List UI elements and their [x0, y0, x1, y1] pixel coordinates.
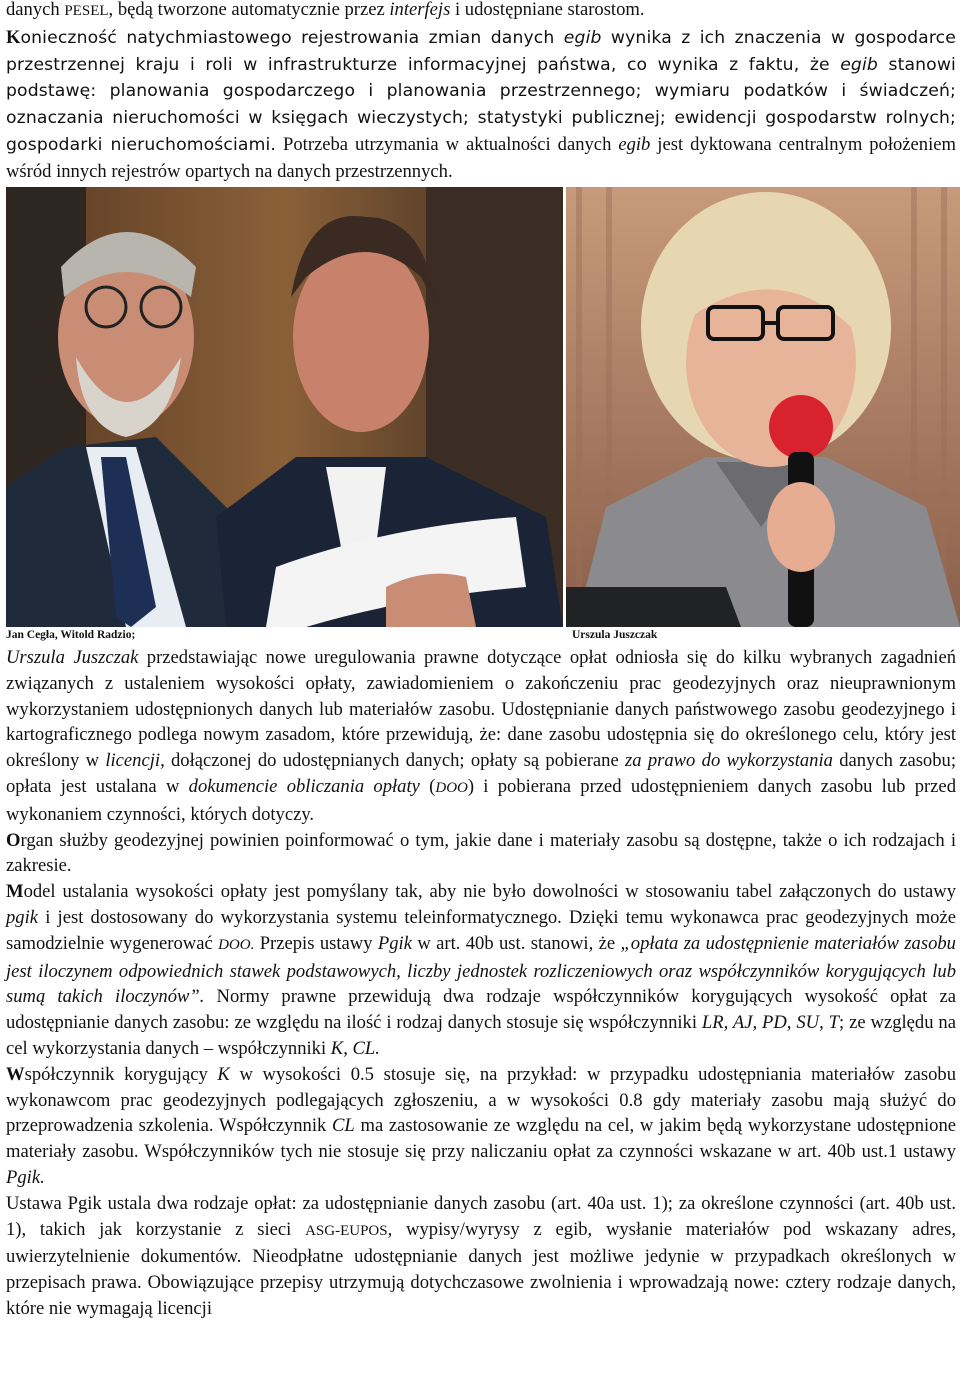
- caption-right: Urszula Juszczak: [572, 629, 658, 641]
- caption-left: Jan Cegła, Witold Radzio;: [6, 629, 136, 641]
- intro-line: danych PESEL, będą tworzone automatycznie przez interfejs i udostępniane starostom.: [6, 0, 645, 20]
- article-body: [6, 645, 956, 1322]
- photo-right: [566, 187, 960, 627]
- paragraph: Urszula Juszczak przedstawiając nowe uregulowania prawne dotyczące opłat odniosła się do kilku wybranych zagadnień związanych z ustaleniem wysokości opłaty, zawiadomieniem o zakończeniu prac geodezyjnych oraz nieuprawnionym wykorzystaniem udostępnionych danych lub materiałów zasobu. Udostępnianie danych państwowego zasobu geodezyjnego i kartograficznego podlega nowym zasadom, które przewidują, że: dane zasobu udostępnia się do określonego celu, który jest określony w licencji, dołączonej do udostępnianych danych; opłaty są pobierane za prawo do wykorzystania danych zasobu; opłata jest ustalana w dokumencie obliczania opłaty (DOO) i pobierana przed udostępnieniem danych zasobu lub przed wykonaniem czynności, których dotyczy.: [6, 647, 956, 825]
- intro-paragraph: Konieczność natychmiastowego rejestrowania zmian danych egib wynika z ich znaczenia w gospodarce przestrzennej kraju i roli w infrastrukturze informacyjnej państwa, co wynika z faktu, że egib stanowi podstawę: planowania gospodarczego i planowania przestrzennego; wymiaru podatków i świadczeń; oznaczania nieruchomości w księgach wieczystych; statystyki publicznej; ewidencji gospodarstw rolnych; gospodarki nieruchomościami. Potrzeba utrzymania w aktualności danych egib jest dyktowana centralnym położeniem wśród innych rejestrów opartych na danych przestrzennych.: [6, 26, 956, 182]
- paragraph: Ustawa Pgik ustala dwa rodzaje opłat: za udostępnianie danych zasobu (art. 40a ust. 1); za określone czynności (art. 40b ust. 1), takich jak korzystanie z sieci ASG-EUPOS, wypisy/wyrysy z egib, wysłanie materiałów pod wskazany adres, uwierzytelnienie dokumentów. Nieodpłatne udostępnianie danych jest możliwe jedynie w przypadkach określonych w przepisach prawa. Obowiązujące przepisy utrzymują dotychczasowe zwolnienia i wprowadzają nowe: cztery rodzaje danych, które nie wymagają licencji: [6, 1192, 956, 1319]
- paragraph: Organ służby geodezyjnej powinien poinformować o tym, jakie dane i materiały zasobu są dostępne, także o ich rodzajach i zakresie.: [6, 829, 956, 877]
- paragraph: Model ustalania wysokości opłaty jest pomyślany tak, aby nie było dowolności w stosowaniu tabel załączonych do ustawy pgik i jest dostosowany do wykorzystania systemu teleinformatycznego. Dzięki temu wykonawca prac geodezyjnych może samodzielnie wygenerować DOO. Przepis ustawy Pgik w art. 40b ust. stanowi, że „opłata za udostępnienie materiałów zasobu jest iloczynem odpowiednich stawek podstawowych, liczby jednostek rozliczeniowych oraz współczynników korygujących lub sumą takich iloczynów”. Normy prawne przewidują dwa rodzaje współczynników korygujących wysokość opłat za udostępnianie danych zasobu: ze względu na ilość i rodzaj danych stosuje się współczynniki LR, AJ, PD, SU, T; ze względu na cel wykorzystania danych – współczynniki K, CL.: [6, 881, 956, 1059]
- photo-left: [6, 187, 563, 627]
- paragraph: Współczynnik korygujący K w wysokości 0.5 stosuje się, na przykład: w przypadku udostępniania materiałów zasobu wykonawcom prac geodezyjnych podlegających zgłoszeniu, a w wysokości 0.8 gdy materiały zasobu mają służyć do przeprowadzenia szkolenia. Współczynnik CL ma zastosowanie ze względu na cel, w jakim będą wykorzystane udostępnione materiały zasobu. Współczynników tych nie stosuje się przy naliczaniu opłat za czynności wskazane w art. 40b ust.1 ustawy Pgik.: [6, 1063, 957, 1188]
- intro-text: [6, 0, 956, 185]
